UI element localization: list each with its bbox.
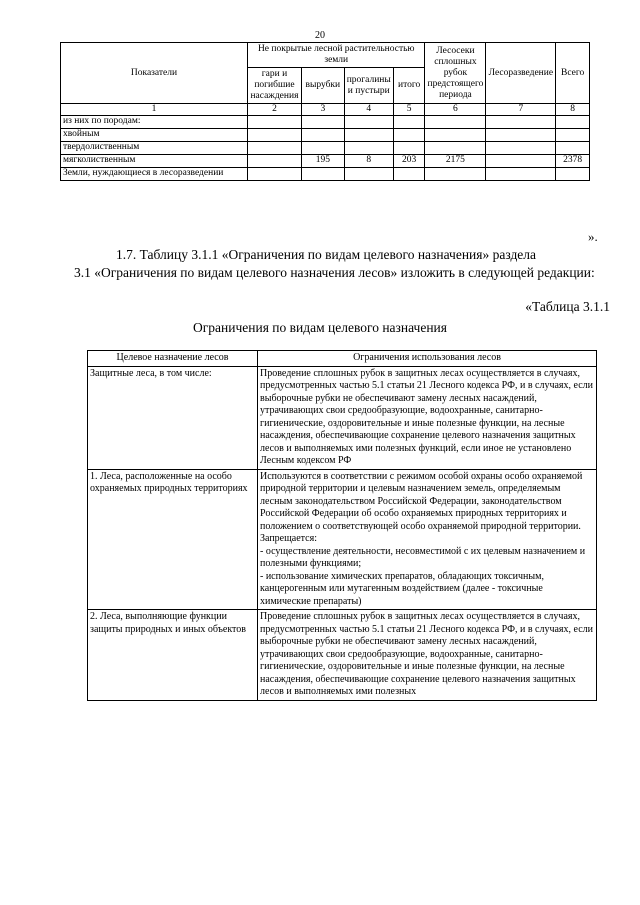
restriction-line: - осуществление деятельности, несовместимой с их целевым назначением и полезными функциями;: [260, 545, 586, 569]
col-number: 3: [301, 104, 344, 116]
cell-value: [247, 155, 301, 168]
restriction-line: Используются в соответствии с режимом особой охраны особо охраняемой природной территории и целевым назначением земель, определяемым лесным законодательством Российской Федерации, законодательством Российской Федерации об особо охраняемых природных территориях и положением о соответствующей особо охраняемой природной территории.: [260, 470, 583, 532]
page-number: 20: [315, 30, 325, 41]
cell-value: 203: [393, 155, 425, 168]
forest-plan-table: [60, 42, 590, 181]
col-number: 6: [425, 104, 486, 116]
table-row: [61, 142, 590, 155]
header-indicators: Показатели: [61, 43, 248, 104]
col-number: 8: [556, 104, 590, 116]
paragraph-first-line: 1.7. Таблицу 3.1.1 «Ограничения по видам целевого назначения» раздела: [116, 247, 537, 262]
subheader-burned: гари и погибшие насаждения: [247, 68, 301, 104]
header-cuttings: Лесосеки сплошных рубок предстоящего периода: [425, 43, 486, 104]
table-row: [61, 168, 590, 181]
subheader-clearcut: вырубки: [301, 68, 344, 104]
amendment-paragraph: [74, 246, 610, 282]
cell-value: 195: [301, 155, 344, 168]
table-title: Ограничения по видам целевого назначения: [193, 320, 447, 335]
header-total: Всего: [556, 43, 590, 104]
row-label: Земли, нуждающиеся в лесоразведении: [61, 168, 248, 181]
table-row: [61, 155, 590, 168]
header-restrictions: Ограничения использования лесов: [258, 351, 597, 367]
purpose-cell: 2. Леса, выполняющие функции защиты природных и иных объектов: [88, 610, 258, 701]
closing-quote: ».: [588, 229, 598, 244]
restrictions-cell: [258, 469, 597, 610]
table-row: [88, 366, 597, 469]
col-number: 7: [486, 104, 556, 116]
subheader-total: итого: [393, 68, 425, 104]
restriction-line: Проведение сплошных рубок в защитных лесах осуществляется в случаях, предусмотренных частью 5.1 статьи 21 Лесного кодекса РФ, и в случаях, если выборочные рубки не обеспечивают замену лесных насаждений, утрачивающих свои средообразующие, водоохранные, санитарно-гигиенические, оздоровительные и иные полезные функции, на лесные насаждения, обеспечивающие сохранение целевого назначения защитных лесов и выполняемых ими полезных функций, если иное не установлено Лесным кодексом РФ: [260, 367, 594, 466]
table-label: «Таблица 3.1.1: [525, 299, 610, 314]
col-number: 4: [344, 104, 393, 116]
row-label: хвойным: [61, 129, 248, 142]
paragraph-rest: 3.1 «Ограничения по видам целевого назначения лесов» изложить в следующей редакции:: [74, 265, 595, 280]
restrictions-cell: [258, 610, 597, 701]
cell-value: 2175: [425, 155, 486, 168]
table-row: [61, 129, 590, 142]
restrictions-cell: [258, 366, 597, 469]
row-label: из них по породам:: [61, 116, 248, 129]
row-label: мягколиственным: [61, 155, 248, 168]
restriction-line: Проведение сплошных рубок в защитных лесах осуществляется в случаях, предусмотренных частью 5.1 статьи 21 Лесного кодекса РФ, и в случаях, если выборочные рубки не обеспечивают замену лесных насаждений, утрачивающих свои средообразующие, водоохранные, санитарно-гигиенические, оздоровительные и иные полезные функции, на лесные насаждения, обеспечивающие сохранение целевого назначения защитных лесов и выполняемых ими полезных: [260, 611, 594, 697]
header-purpose: Целевое назначение лесов: [88, 351, 258, 367]
header-reforestation: Лесоразведение: [486, 43, 556, 104]
row-label: твердолиственным: [61, 142, 248, 155]
col-number: 5: [393, 104, 425, 116]
cell-value: 8: [344, 155, 393, 168]
cell-value: [486, 155, 556, 168]
table-row: [88, 610, 597, 701]
restrictions-table: [87, 350, 597, 701]
restriction-line: - использование химических препаратов, обладающих токсичным, канцерогенным или мутагенным воздействием (далее - токсичные химические препараты): [260, 570, 544, 607]
purpose-cell: Защитные леса, в том числе:: [88, 366, 258, 469]
col-number: 2: [247, 104, 301, 116]
col-number: 1: [61, 104, 248, 116]
table-row: [61, 116, 590, 129]
subheader-glades: прогалины и пустыри: [344, 68, 393, 104]
restriction-line: Запрещается:: [260, 533, 317, 544]
cell-value: 2378: [556, 155, 590, 168]
table-row: [88, 469, 597, 610]
purpose-cell: 1. Леса, расположенные на особо охраняемых природных территориях: [88, 469, 258, 610]
header-not-covered: Не покрытые лесной растительностью земли: [247, 43, 425, 68]
